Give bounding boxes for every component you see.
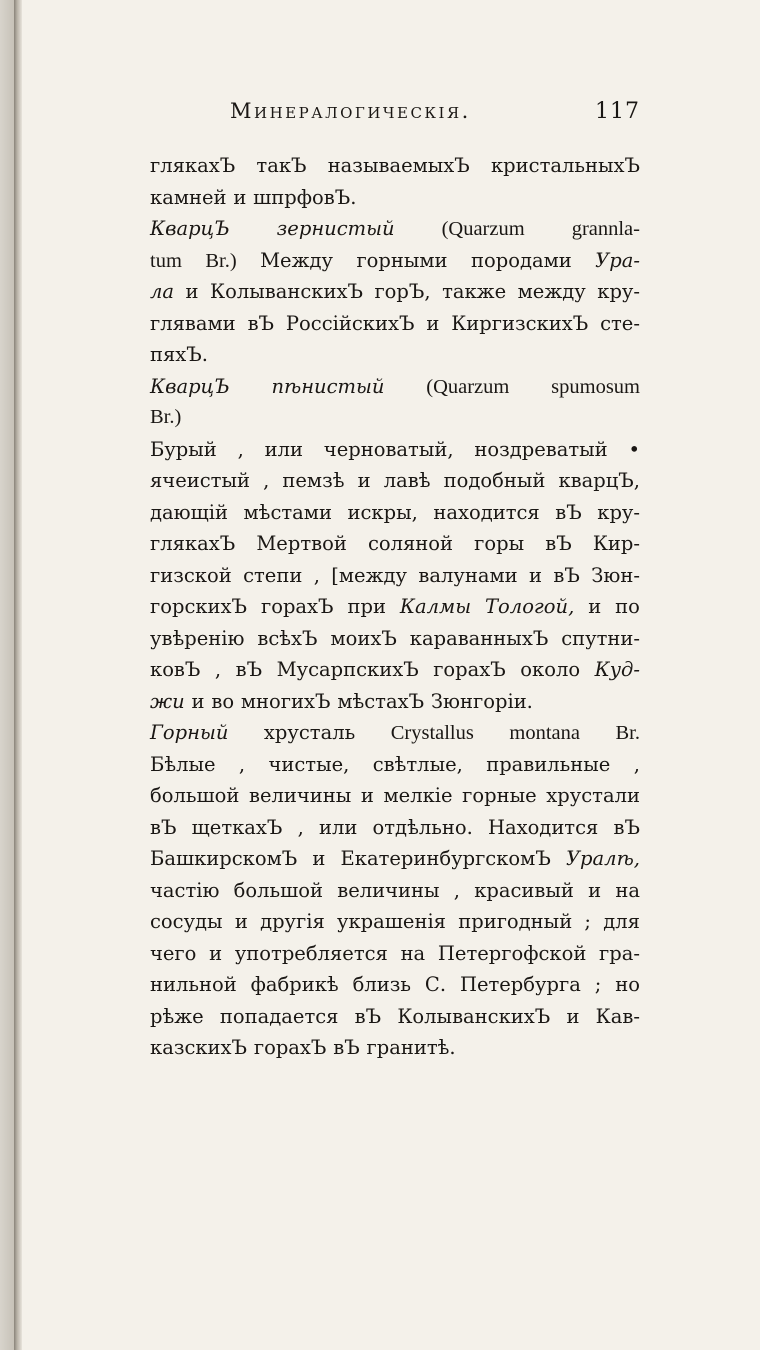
word: вЪ [545, 532, 572, 555]
text-line [150, 843, 640, 875]
word: или [264, 437, 303, 461]
word: шпрфовЪ. [253, 185, 357, 209]
word: хрустали [546, 784, 640, 807]
word: жи [150, 689, 185, 713]
word: • [628, 437, 640, 461]
word: КварцЪ [150, 217, 230, 240]
word: хрусталь [263, 721, 356, 744]
word: горскихЪ [150, 595, 248, 618]
word: лавѣ [383, 469, 431, 492]
word: вЪ [555, 500, 582, 524]
word: Br. [615, 722, 640, 744]
word: близь [352, 973, 411, 996]
word: частію [150, 878, 220, 902]
word: правильные [486, 752, 611, 776]
text-line [150, 213, 640, 245]
text-line [150, 780, 640, 812]
word: и [234, 910, 248, 933]
word: ; [594, 973, 602, 996]
text-line [150, 875, 640, 907]
word: Crystallus [390, 722, 474, 744]
text-line [150, 528, 640, 560]
word: пѣнистый [271, 374, 385, 398]
word: Горный [150, 721, 229, 744]
word: горахЪ [253, 1036, 327, 1059]
word: чистые, [268, 752, 350, 776]
word: Между [260, 248, 334, 272]
word: кварцЪ, [558, 469, 640, 492]
word: камней [150, 185, 227, 209]
word: для [603, 910, 640, 933]
word: щеткахЪ [191, 815, 283, 839]
word: спутни- [561, 626, 640, 650]
word: свѣтлые, [372, 752, 463, 776]
word: вЪ [333, 1036, 360, 1059]
word: горные [462, 784, 537, 807]
word: всѣхЪ [257, 626, 318, 650]
word: рѣже [150, 1004, 204, 1028]
word: между [517, 280, 586, 303]
word: подобный [443, 469, 546, 492]
word: Калмы [399, 595, 472, 618]
word: , [237, 437, 244, 461]
word: вЪ [150, 815, 177, 839]
word: ноздреватый [474, 437, 608, 461]
word: на [400, 941, 426, 965]
word: черноватый, [323, 437, 454, 461]
word: горЪ, [374, 280, 431, 303]
word: многихЪ [240, 689, 331, 713]
word: , [238, 752, 246, 776]
word: вЪ [553, 563, 580, 587]
word: и [588, 595, 602, 618]
word: пригодный [458, 910, 573, 933]
word: ковЪ [150, 658, 201, 681]
word: казскихЪ [150, 1036, 248, 1059]
word: величины [337, 878, 440, 902]
text-line [150, 465, 640, 497]
word: находится [433, 500, 540, 524]
word: КиргизскихЪ [451, 311, 589, 335]
word: величины [248, 784, 352, 807]
page-header [150, 97, 640, 133]
word: кристальныхЪ [490, 154, 640, 177]
text-line [150, 150, 640, 182]
word: употребляется [234, 941, 388, 965]
word: называемыхЪ [327, 154, 470, 177]
word: на [615, 878, 640, 902]
word: пяхЪ. [150, 343, 208, 366]
word: чего [150, 941, 197, 965]
word: фабрикѣ [250, 973, 339, 996]
word: или [318, 815, 358, 839]
text-line [150, 717, 640, 749]
word: породами [470, 248, 572, 272]
word: , [313, 563, 320, 587]
word: Br.) [150, 406, 182, 428]
word: горахЪ [260, 595, 334, 618]
text-line [150, 812, 640, 844]
text-line [150, 497, 640, 529]
word: spumosum [551, 375, 640, 398]
word: но [615, 973, 640, 996]
word: Мертвой [256, 532, 347, 555]
word: при [347, 595, 386, 618]
word: искры, [347, 500, 418, 524]
word: Тологой, [485, 595, 575, 618]
word: ла [150, 280, 175, 303]
word: большой [233, 878, 324, 902]
word: КварцЪ [150, 374, 230, 398]
text-line [150, 182, 640, 214]
word: Куд- [594, 658, 640, 681]
text-line [150, 434, 640, 466]
word: Br.) [205, 249, 237, 272]
word: караванныхЪ [409, 626, 549, 650]
word: РоссійскихЪ [285, 311, 415, 335]
word: и [209, 941, 223, 965]
word: Зюнгоріи. [430, 689, 533, 713]
word: МусарпскихЪ [276, 658, 419, 681]
word: дающій [150, 500, 228, 524]
text-line [150, 276, 640, 308]
word: ; [584, 910, 591, 933]
word: ячеистый [150, 469, 250, 492]
word: другія [260, 910, 325, 933]
word: зернистый [276, 217, 395, 240]
word: гранитѣ. [366, 1036, 456, 1059]
word: горы [474, 532, 525, 555]
text-line [150, 686, 640, 718]
word: ЕкатеринбургскомЪ [340, 847, 551, 870]
word: и [233, 185, 247, 209]
word: [между [331, 563, 408, 587]
word: гра- [599, 941, 640, 965]
word: красивый [474, 878, 574, 902]
word: Бурый [150, 437, 217, 461]
text-line [150, 623, 640, 655]
word: , [453, 878, 460, 902]
word: валунами [418, 563, 518, 587]
text-line [150, 969, 640, 1001]
text-line [150, 654, 640, 686]
word: вЪ [613, 815, 640, 839]
word: вЪ [247, 311, 275, 335]
word: Уралѣ, [565, 847, 640, 870]
word: и [426, 311, 440, 335]
word: , [297, 815, 304, 839]
word: grannla- [571, 218, 640, 240]
word: и [360, 784, 374, 807]
text-line [150, 560, 640, 592]
word: во [211, 689, 235, 713]
word: глякахЪ [150, 154, 236, 177]
text-line [150, 749, 640, 781]
word: КолыванскихЪ [397, 1004, 551, 1028]
word: вЪ [354, 1004, 382, 1028]
page-number: 117 [595, 99, 640, 124]
word: попадается [219, 1004, 339, 1028]
word: мелкіе [383, 784, 453, 807]
word: нильной [150, 973, 237, 996]
book-spine-edge [14, 0, 22, 1350]
text-line [150, 906, 640, 938]
text-line [150, 245, 640, 277]
word: и [357, 469, 371, 492]
word: глявами [150, 311, 236, 335]
word: около [520, 658, 581, 681]
word: и [185, 280, 199, 303]
word: кру- [597, 280, 640, 303]
word: и [588, 878, 602, 902]
word: tum [150, 249, 182, 272]
word: Кир- [592, 532, 640, 555]
word: (Quarzum [441, 218, 525, 240]
word: , [263, 469, 270, 492]
word: С. [424, 973, 447, 996]
word: Петербурга [459, 973, 581, 996]
text-line [150, 371, 640, 403]
word: , [633, 752, 640, 776]
word: , [214, 658, 222, 681]
word: горахЪ [433, 658, 506, 681]
word: степи [243, 563, 303, 587]
word: и [191, 689, 205, 713]
text-line [150, 402, 640, 434]
word: Бѣлые [150, 752, 216, 776]
word: (Quarzum [426, 375, 510, 398]
word: Ура- [595, 248, 640, 272]
word: БашкирскомЪ [150, 847, 298, 870]
body-text [150, 150, 640, 1064]
word: сосуды [150, 910, 223, 933]
word: горными [356, 248, 448, 272]
word: кру- [597, 500, 640, 524]
word: глякахЪ [150, 532, 236, 555]
text-line [150, 1001, 640, 1033]
text-line [150, 1032, 640, 1064]
word: Находится [487, 815, 599, 839]
word: и [566, 1004, 580, 1028]
word: отдѣльно. [372, 815, 473, 839]
word: также [442, 280, 507, 303]
word: сте- [600, 311, 640, 335]
word: Кав- [595, 1004, 640, 1028]
text-line [150, 938, 640, 970]
word: Зюн- [591, 563, 640, 587]
word: моихЪ [330, 626, 397, 650]
word: увѣренію [150, 626, 245, 650]
word: и [312, 847, 326, 870]
word: montana [509, 722, 580, 744]
text-line [150, 308, 640, 340]
word: вЪ [235, 658, 263, 681]
word: гизской [150, 563, 232, 587]
word: Петергофской [437, 941, 587, 965]
word: украшенія [337, 910, 446, 933]
word: пемзѣ [282, 469, 345, 492]
running-head: Минералогическія. [230, 99, 471, 123]
word: мѣстахЪ [337, 689, 425, 713]
word: большой [150, 784, 240, 807]
word: мѣстами [243, 500, 332, 524]
text-line [150, 339, 640, 371]
word: КолыванскихЪ [210, 280, 363, 303]
word: такЪ [256, 154, 307, 177]
word: по [615, 595, 640, 618]
text-line [150, 591, 640, 623]
page-edge-shadow [0, 0, 14, 1350]
word: соляной [367, 532, 454, 555]
word: и [529, 563, 543, 587]
